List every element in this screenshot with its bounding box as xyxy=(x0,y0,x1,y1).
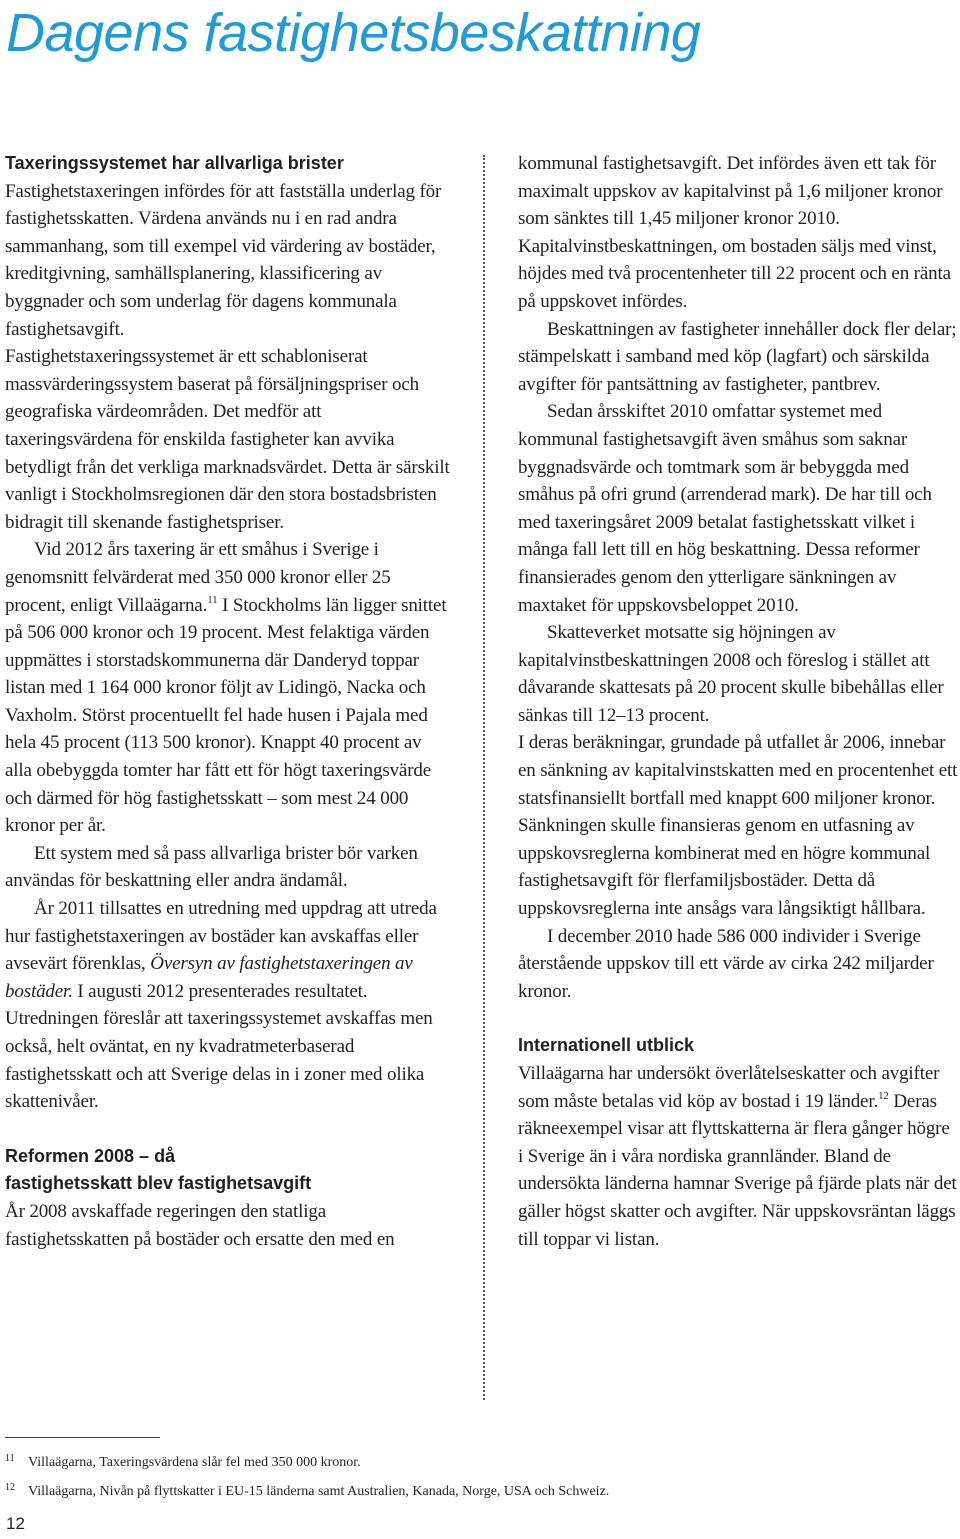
paragraph-text: Vid 2012 års taxering är ett småhus i Sverige i genomsnitt felvärderat med 350 000 kronor eller 25 procent, enligt Villaägarna. xyxy=(5,539,391,616)
section-heading-reformen xyxy=(5,1143,450,1198)
heading-line: Reformen 2008 – då xyxy=(5,1145,176,1166)
paragraph: I deras beräkningar, grundade på utfallet år 2006, innebar en sänkning av kapitalvinstskatten med en procentenhet ett statsfinansiellt bortfall med knappt 600 miljoner kronor. Sänkningen skulle finansieras genom en utfasning av uppskovsreglerna kombinerat med en högre kommunal fastighetsavgift för flerfamiljsbostäder. Detta då uppskovsreglerna inte ansågs vara långsiktigt hållbara. xyxy=(518,732,958,920)
paragraph-text: I Stockholms län ligger snittet på 506 000 kronor och 19 procent. Mest felaktiga värden uppmättes i storstadskommunerna där Danderyd toppar listan med 1 164 000 kronor följt av Lidingö, Nacka och Vaxholm. Störst procentuellt fel hade husen i Pajala med hela 45 procent (113 500 kronor). Knappt 40 procent av alla obebyggda tomter har fått ett för högt taxeringsvärde och därmed för hög fastighetsskatt – som mest 24 000 kronor per år. xyxy=(5,594,447,837)
right-column xyxy=(518,150,958,1253)
paragraph: Fastighetstaxeringssystemet är ett schabloniserat massvärderingssystem baserat på försäljningspriser och geografiska värdeområden. Det medför att taxeringsvärdena för enskilda fastigheter kan avvika betydligt från det verkliga marknadsvärdet. Detta är särskilt vanligt i Stockholmsregionen där den stora bostadsbristen bidragit till skenande fastighetspriser. xyxy=(5,346,450,533)
paragraph: kommunal fastighetsavgift. Det infördes även ett tak för maximalt uppskov av kapitalvinst på 1,6 miljoner kronor som sänktes till 1,45 miljoner kronor 2010. Kapitalvinstbeskattningen, om bostaden säljs med vinst, höjdes med två procentenheter till 22 procent och en ränta på uppskovet infördes. xyxy=(518,153,951,312)
paragraph: Beskattningen av fastigheter innehåller dock fler delar; stämpelskatt i samband med köp (lagfart) och särskilda avgifter för pantsättning av fastigheter, pantbrev. xyxy=(518,318,957,395)
paragraph-text: I augusti 2012 presenterades resultatet. Utredningen föreslår att taxeringssystemet avskaffas men också, helt oväntat, en ny kvadratmeterbaserad fastighetsskatt och att Sverige delas in i zoner med olika skattenivåer. xyxy=(5,980,433,1113)
paragraph-text: År 2011 tillsattes en utredning med uppdrag att utreda hur fastighetstaxeringen av bostäder kan avskaffas eller avsevärt förenklas, xyxy=(5,898,437,975)
paragraph-text: Deras räkneexempel visar att flyttskatterna är flera gånger högre i Sverige än i våra nordiska grannländer. Bland de undersökta länderna hamnar Sverige på fjärde plats när det gäller högst skatter och avgifter. När uppskovsräntan läggs till toppar vi listan. xyxy=(518,1090,957,1250)
footnote xyxy=(5,1475,935,1504)
section-heading-taxeringssystemet: Taxeringssystemet har allvarliga brister xyxy=(5,153,344,173)
footnote xyxy=(5,1446,935,1475)
page-title: Dagens fastighetsbeskattning xyxy=(6,3,701,63)
footnote-number: 11 xyxy=(5,1453,15,1464)
report-title: Översyn av fastighetstaxeringen av bostäder. xyxy=(5,953,413,1002)
paragraph xyxy=(518,1060,958,1253)
footnote-ref: 11 xyxy=(207,593,218,606)
paragraph: Fastighetstaxeringen infördes för att fastställa underlag för fastighetsskatten. Värdena används nu i en rad andra sammanhang, som till exempel vid värdering av bostäder, kreditgivning, samhällsplanering, klassificering av byggnader och som underlag för dagens kommunala fastighetsavgift. xyxy=(5,180,442,340)
paragraph-text: Villaägarna har undersökt överlåtelseskatter och avgifter som måste betalas vid köp av bostad i 19 länder. xyxy=(518,1063,940,1112)
footnote-ref: 12 xyxy=(878,1089,889,1102)
page-number: 12 xyxy=(6,1514,25,1533)
footnote-text: Villaägarna, Taxeringsvärdena slår fel med 350 000 kronor. xyxy=(28,1455,361,1470)
paragraph: I december 2010 hade 586 000 individer i Sverige återstående uppskov till ett värde av cirka 242 miljarder kronor. xyxy=(518,925,934,1002)
footnote-rule xyxy=(5,1437,160,1438)
paragraph xyxy=(5,895,450,1116)
paragraph xyxy=(5,536,450,840)
paragraph: Skatteverket motsatte sig höjningen av kapitalvinstbeskattningen 2008 och föreslog i stället att dåvarande skattesats på 20 procent skulle bibehållas eller sänkas till 12–13 procent. xyxy=(518,622,944,726)
column-divider xyxy=(483,155,485,1400)
paragraph: Ett system med så pass allvarliga brister bör varken användas för beskattning eller andra ändamål. xyxy=(5,842,418,892)
left-column xyxy=(5,150,450,1253)
paragraph: År 2008 avskaffade regeringen den statliga fastighetsskatten på bostäder och ersatte den med en xyxy=(5,1200,395,1250)
section-heading-internationell: Internationell utblick xyxy=(518,1035,695,1056)
paragraph: Sedan årsskiftet 2010 omfattar systemet med kommunal fastighetsavgift även småhus som saknar byggnadsvärde och tomtmark som är bebyggda med småhus på ofri grund (arrenderad mark). De har till och med taxeringsåret 2009 betalat fastighetsskatt vilket i många fall lett till en hög beskattning. Dessa reformer finansierades genom den ytterligare sänkningen av maxtaket för uppskovsbeloppet 2010. xyxy=(518,401,932,616)
heading-line: fastighetsskatt blev fastighetsavgift xyxy=(5,1173,312,1194)
footnotes xyxy=(5,1446,935,1504)
footnote-number: 12 xyxy=(5,1482,15,1493)
footnote-text: Villaägarna, Nivån på flyttskatter i EU-15 länderna samt Australien, Kanada, Norge, USA och Schweiz. xyxy=(28,1484,610,1499)
